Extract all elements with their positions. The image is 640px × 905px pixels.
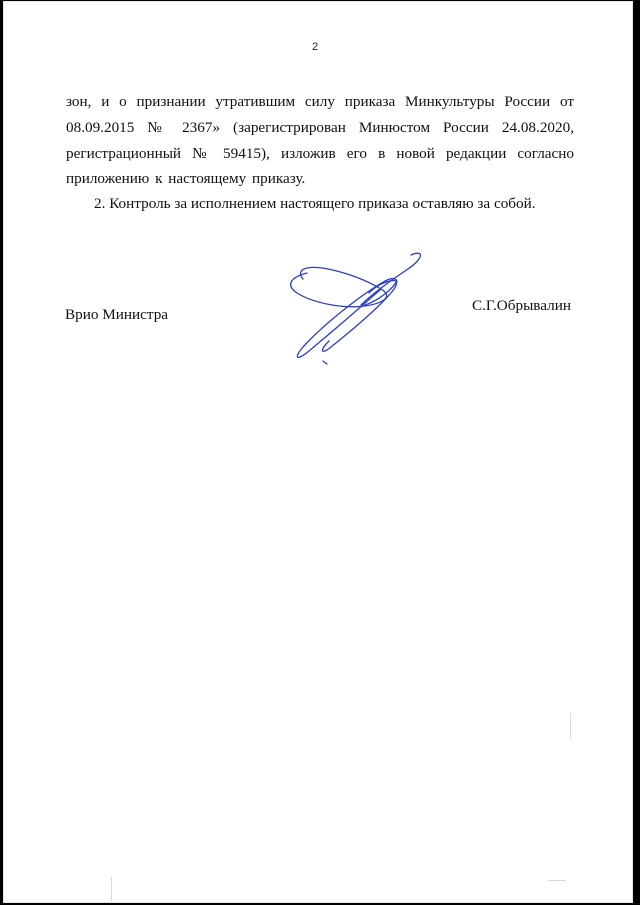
- signer-position-title: Врио Министра: [65, 306, 169, 323]
- scan-artifact: [570, 713, 571, 739]
- scan-artifact: [548, 880, 566, 881]
- handwritten-signature: [273, 243, 433, 368]
- paragraph-2: 2. Контроль за исполнением настоящего приказа оставляю за собой.: [94, 195, 536, 213]
- document-page: [3, 1, 633, 903]
- paragraph-1: зон, и о признании утратившим силу приказа Минкультуры России от 08.09.2015 № 2367» (зарегистрирован Минюстом России 24.08.2020, регистрационный № 59415), изложив его в новой редакции согласно приложению к настоящему приказу.: [66, 93, 574, 188]
- signer-name: С.Г.Обрывалин: [472, 297, 571, 314]
- page-number: 2: [312, 41, 319, 53]
- document-body: [66, 89, 574, 217]
- scan-artifact: [111, 877, 112, 901]
